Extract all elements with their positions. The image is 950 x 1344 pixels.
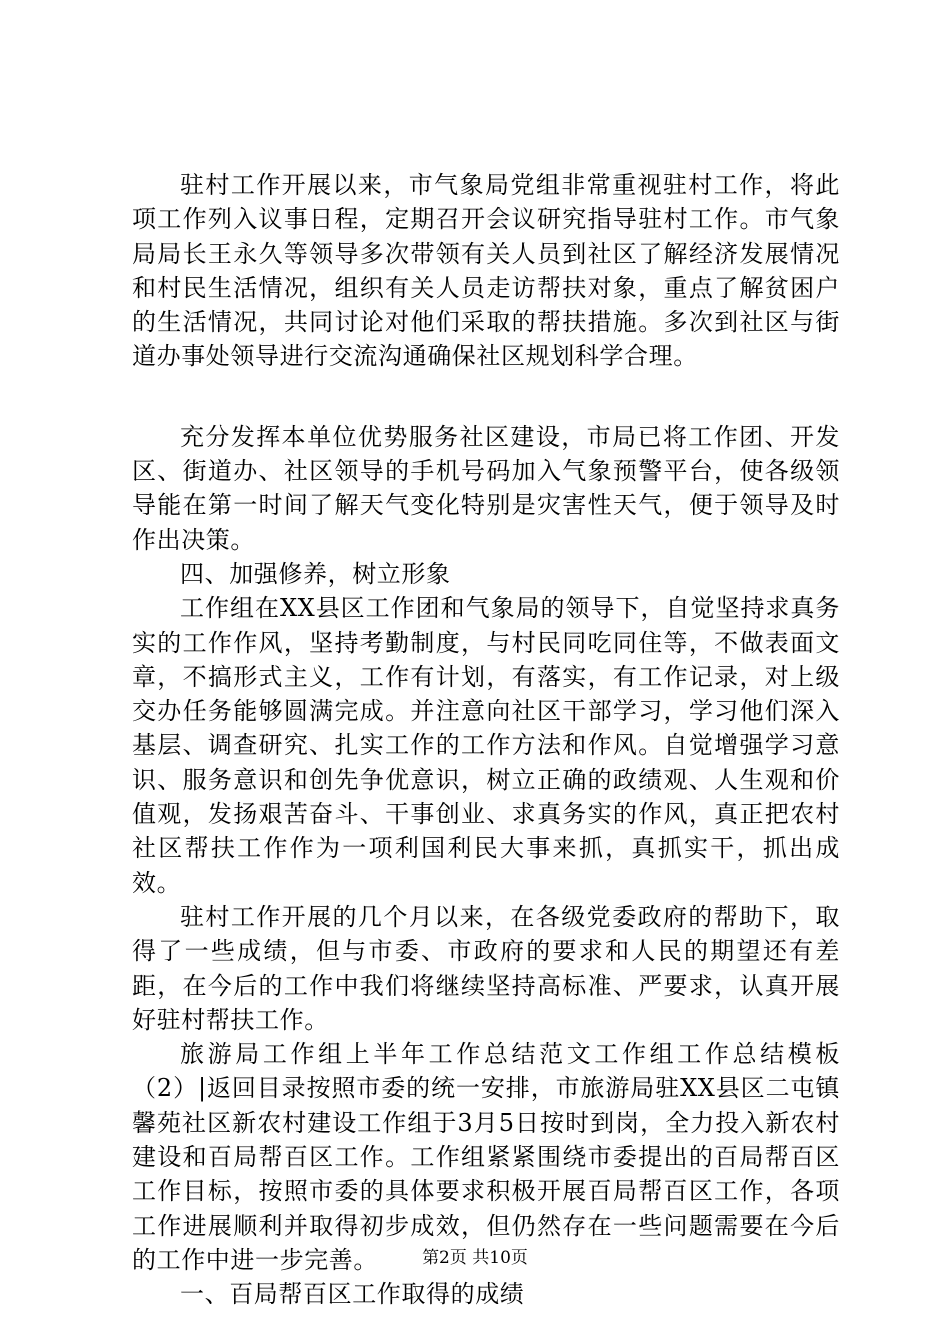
paragraph-village-work-intro: 驻村工作开展以来，市气象局党组非常重视驻村工作，将此项工作列入议事日程，定期召开会议研究指导驻村工作。市气象局局长王永久等领导多次带领有关人员到社区了解经济发展情况和村民生活情况，组织有关人员走访帮扶对象，重点了解贫困户的生活情况，共同讨论对他们采取的帮扶措施。多次到社区与街道办事处领导进行交流沟通确保社区规划科学合理。 <box>132 171 840 371</box>
section-heading-1: 一、百局帮百区工作取得的成绩 <box>180 1280 525 1309</box>
page-number: 第2页 共10页 <box>422 1248 528 1268</box>
paragraph-work-style: 工作组在XX县区工作团和气象局的领导下，自觉坚持求真务实的工作作风，坚持考勤制度，与村民同吃同住等，不做表面文章，不搞形式主义，工作有计划，有落实，有工作记录，对上级交办任务能够圆满完成。并注意向社区干部学习，学习他们深入基层、调查研究、扎实工作的工作方法和作风。自觉增强学习意识、服务意识和创先争优意识，树立正确的政绩观、人生观和价值观，发扬艰苦奋斗、干事创业、求真务实的作风，真正把农村社区帮扶工作作为一项利国利民大事来抓，真抓实干，抓出成效。 <box>132 594 840 897</box>
paragraph-achievements: 驻村工作开展的几个月以来，在各级党委政府的帮助下，取得了一些成绩，但与市委、市政府的要求和人民的期望还有差距，在今后的工作中我们将继续坚持高标准、严要求，认真开展好驻村帮扶工作。 <box>132 902 840 1034</box>
paragraph-tourism-bureau: 旅游局工作组上半年工作总结范文工作组工作总结模板（2）|返回目录按照市委的统一安排，市旅游局驻XX县区二屯镇馨苑社区新农村建设工作组于3月5日按时到岗，全力投入新农村建设和百局帮百区工作。工作组紧紧围绕市委提出的百局帮百区工作目标，按照市委的具体要求积极开展百局帮百区工作，各项工作进展顺利并取得初步成效，但仍然存在一些问题需要在今后的工作中进一步完善。 <box>132 1040 840 1274</box>
section-heading-4: 四、加强修养，树立形象 <box>180 559 451 588</box>
page-footer <box>0 1243 950 1268</box>
document-body <box>132 168 840 1312</box>
paragraph-community-service: 充分发挥本单位优势服务社区建设，市局已将工作团、开发区、街道办、社区领导的手机号码加入气象预警平台，使各级领导能在第一时间了解天气变化特别是灾害性天气，便于领导及时作出决策。 <box>132 422 840 554</box>
